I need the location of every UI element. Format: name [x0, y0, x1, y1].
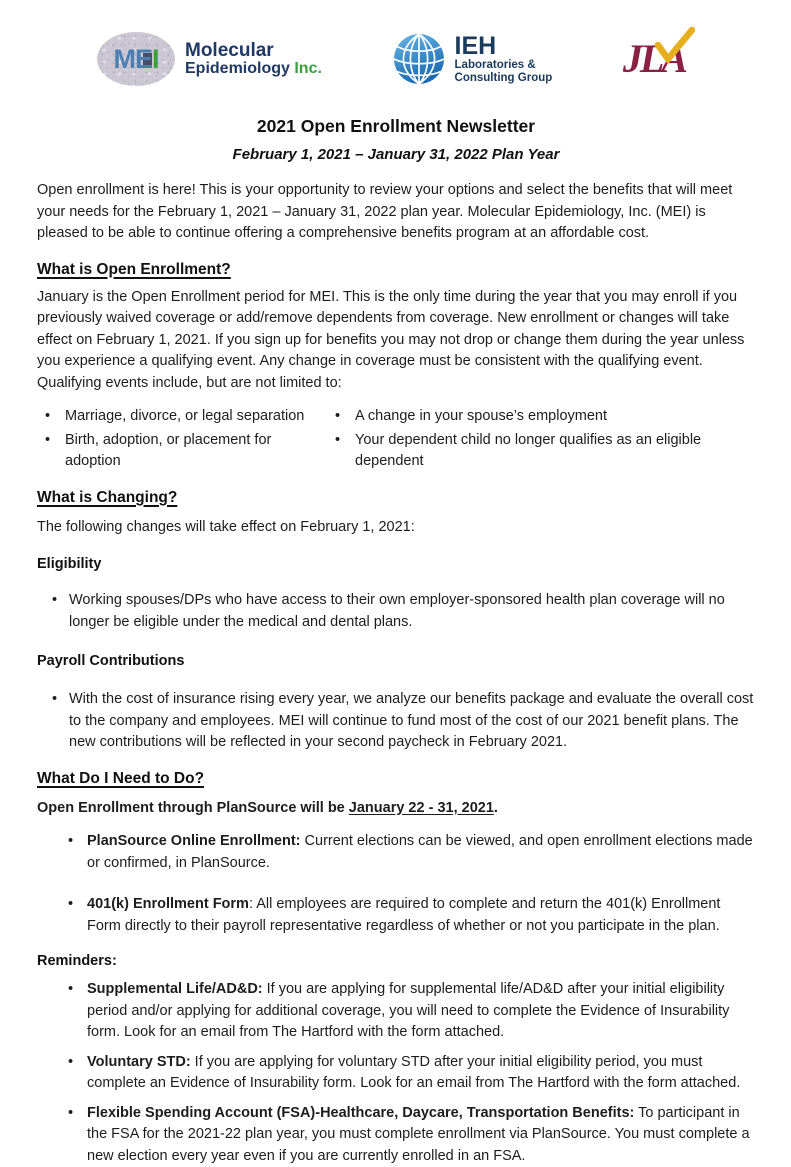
- list-item-text: A change in your spouse’s employment: [355, 406, 607, 428]
- mei-name-line2: [185, 61, 322, 78]
- bullet-body: If you are applying for supplemental life/AD&D after your initial eligibility period and/or applying for additional coverage, you will need to complete the Evidence of Insurability form. Look for an email from The Hartford with the form attached.: [87, 981, 729, 1040]
- bullet-icon: •: [68, 894, 87, 916]
- open-enrollment-paragraph: January is the Open Enrollment period for MEI. This is the only time during the year that you may enroll if you previously waived coverage or add/remove dependents from coverage. New enrollment or changes will take effect on February 1, 2021. If you sign up for benefits you may not drop or change them during the year unless you experience a qualifying event. Any change in coverage must be consistent with the qualifying event. Qualifying events include, but are not limited to:: [37, 287, 755, 395]
- list-item: [37, 1052, 755, 1095]
- list-item: [327, 430, 755, 473]
- bullet-label: Supplemental Life/AD&D:: [87, 981, 263, 997]
- lead-suffix: .: [494, 800, 498, 816]
- list-item-text: Working spouses/DPs who have access to their own employer-sponsored health plan coverage will no longer be eligible under the medical and dental plans.: [69, 590, 755, 633]
- bullet-label: 401(k) Enrollment Form: [87, 896, 249, 912]
- bullet-icon: •: [45, 406, 65, 428]
- plansource-window-line: [37, 798, 755, 820]
- list-item-text: [87, 1052, 755, 1095]
- mei-name-word: Epidemiology: [185, 60, 290, 77]
- list-item-text: Marriage, divorce, or legal separation: [65, 406, 304, 428]
- section-heading-open-enrollment: What is Open Enrollment?: [37, 261, 755, 279]
- changing-intro: The following changes will take effect on February 1, 2021:: [37, 517, 755, 539]
- bullet-body: To participant in the FSA for the 2021-22 plan year, you must complete enrollment via PlanSource. You must complete a new election every year even if you are currently enrolled in an FSA.: [87, 1105, 750, 1164]
- mei-logo-text: [185, 41, 322, 78]
- list-item: [37, 894, 755, 937]
- page-title: 2021 Open Enrollment Newsletter: [37, 116, 755, 137]
- logo-header: [37, 26, 755, 92]
- list-item-text: [87, 831, 755, 874]
- bullet-label: Flexible Spending Account (FSA)-Healthcare, Daycare, Transportation Benefits:: [87, 1105, 634, 1121]
- intro-paragraph: Open enrollment is here! This is your opportunity to review your options and select the benefits that will meet your needs for the February 1, 2021 – January 31, 2022 plan year. Molecular Epidemiology, Inc. (MEI) is pleased to be able to continue offering a comprehensive benefits program at an affordable cost.: [37, 180, 755, 245]
- list-item: [37, 831, 755, 874]
- page-subtitle: February 1, 2021 – January 31, 2022 Plan Year: [37, 146, 755, 163]
- bullet-icon: •: [52, 590, 69, 612]
- bullet-icon: •: [68, 979, 87, 1001]
- bullet-icon: •: [45, 430, 65, 452]
- ieh-sub-line2: Consulting Group: [455, 72, 553, 85]
- subheading-reminders: Reminders:: [37, 953, 755, 969]
- mei-seal-icon: [97, 32, 175, 86]
- ieh-logo-text: [455, 34, 553, 84]
- list-item: [327, 406, 755, 428]
- list-item: [37, 406, 327, 428]
- subheading-eligibility: Eligibility: [37, 556, 755, 572]
- list-item: [37, 1103, 755, 1167]
- list-item: [37, 430, 327, 473]
- bullet-body: If you are applying for voluntary STD after your initial eligibility period, you must complete an Evidence of Insurability form. Look for an email from The Hartford with the form attached.: [87, 1054, 740, 1092]
- list-item: [37, 590, 755, 633]
- bullet-icon: •: [335, 406, 355, 428]
- list-item-text: [87, 979, 755, 1044]
- bullet-label: Voluntary STD:: [87, 1054, 191, 1070]
- bullet-icon: •: [52, 689, 69, 711]
- ieh-acronym: IEH: [455, 34, 553, 59]
- jla-acronym: JLA: [623, 39, 685, 79]
- qualifying-events-list: [37, 406, 755, 473]
- mei-logo: [97, 32, 322, 86]
- list-item-text: [87, 894, 755, 937]
- list-item-text: With the cost of insurance rising every year, we analyze our benefits package and evaluate the overall cost to the company and employees. MEI will continue to fund most of the cost of our 2021 benefit plans. The new contributions will be reflected in your second paycheck in February 2021.: [69, 689, 755, 754]
- section-heading-need-to-do: What Do I Need to Do?: [37, 770, 755, 788]
- enrollment-dates: January 22 - 31, 2021: [349, 800, 494, 816]
- bullet-icon: •: [68, 1052, 87, 1074]
- section-heading-what-is-changing: What is Changing?: [37, 489, 755, 507]
- bullet-body: Current elections can be viewed, and open enrollment elections made or confirmed, in PlanSource.: [87, 833, 753, 871]
- ieh-sub-line1: Laboratories &: [455, 59, 553, 72]
- list-item: [37, 979, 755, 1044]
- list-item-text: Birth, adoption, or placement for adoption: [65, 430, 327, 473]
- ieh-logo: [393, 33, 553, 85]
- mei-inc-suffix: Inc.: [290, 60, 322, 77]
- bullet-label: PlanSource Online Enrollment:: [87, 833, 301, 849]
- bullet-icon: •: [335, 430, 355, 452]
- lead-prefix: Open Enrollment through PlanSource will be: [37, 800, 349, 816]
- checkmark-icon: [655, 27, 695, 63]
- mei-name-line1: Molecular: [185, 41, 322, 61]
- bullet-icon: •: [68, 831, 87, 853]
- bullet-icon: •: [68, 1103, 87, 1125]
- bullet-body: : All employees are required to complete and return the 401(k) Enrollment Form directly to their payroll representative regardless of whether or not you participate in the plan.: [87, 896, 720, 934]
- jla-logo: [623, 39, 693, 79]
- list-item: [37, 689, 755, 754]
- list-item-text: [87, 1103, 755, 1167]
- subheading-payroll-contributions: Payroll Contributions: [37, 653, 755, 669]
- mei-seal-text: MEI: [113, 44, 158, 75]
- ieh-globe-icon: [393, 33, 445, 85]
- list-item-text: Your dependent child no longer qualifies as an eligible dependent: [355, 430, 755, 473]
